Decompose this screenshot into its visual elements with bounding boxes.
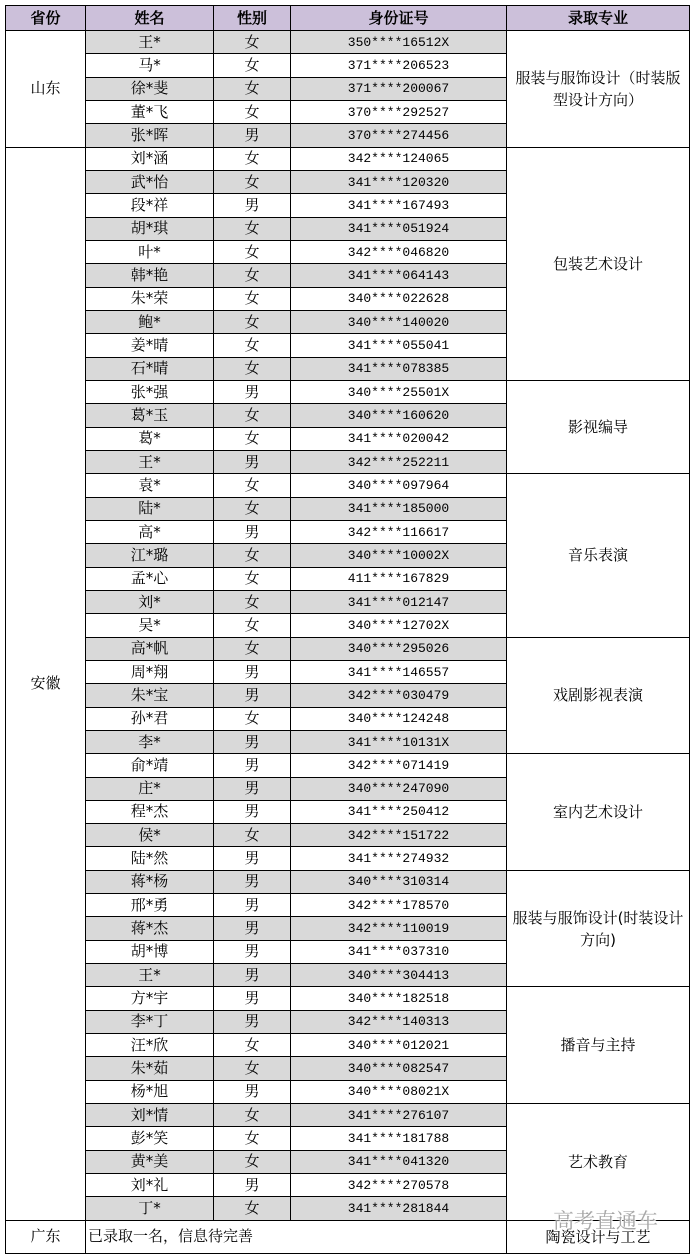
table-row xyxy=(6,31,690,54)
student-name-cell: 段*祥 xyxy=(86,194,214,217)
student-name-cell: 马* xyxy=(86,54,214,77)
id-number-cell: 342****178570 xyxy=(291,894,507,917)
id-number-cell: 340****247090 xyxy=(291,777,507,800)
id-number-cell: 340****140020 xyxy=(291,310,507,333)
student-name-cell: 姜*晴 xyxy=(86,334,214,357)
gender-cell: 男 xyxy=(214,730,291,753)
id-number-cell: 340****304413 xyxy=(291,964,507,987)
id-number-cell: 342****124065 xyxy=(291,147,507,170)
id-number-cell: 350****16512X xyxy=(291,31,507,54)
student-name-cell: 王* xyxy=(86,964,214,987)
student-name-cell: 高* xyxy=(86,520,214,543)
student-name-cell: 石*晴 xyxy=(86,357,214,380)
gender-cell: 女 xyxy=(214,1057,291,1080)
id-number-cell: 341****281844 xyxy=(291,1197,507,1220)
major-cell: 服装与服饰设计（时装版型设计方向） xyxy=(507,31,690,148)
gender-cell: 男 xyxy=(214,940,291,963)
gender-cell: 女 xyxy=(214,544,291,567)
student-name-cell: 孙*君 xyxy=(86,707,214,730)
student-name-cell: 袁* xyxy=(86,474,214,497)
id-number-cell: 411****167829 xyxy=(291,567,507,590)
id-number-cell: 341****064143 xyxy=(291,264,507,287)
id-number-cell: 341****274932 xyxy=(291,847,507,870)
student-name-cell: 高*帆 xyxy=(86,637,214,660)
id-number-cell: 342****046820 xyxy=(291,240,507,263)
gender-cell: 男 xyxy=(214,754,291,777)
id-number-cell: 340****08021X xyxy=(291,1080,507,1103)
id-number-cell: 340****012021 xyxy=(291,1034,507,1057)
table-row-guangdong xyxy=(6,1220,690,1253)
id-number-cell: 340****124248 xyxy=(291,707,507,730)
gender-cell: 男 xyxy=(214,964,291,987)
student-name-cell: 张*晖 xyxy=(86,124,214,147)
student-name-cell: 叶* xyxy=(86,240,214,263)
watermark-text: 高考直通车 xyxy=(553,1209,658,1233)
student-name-cell: 刘* xyxy=(86,590,214,613)
gender-cell: 男 xyxy=(214,1010,291,1033)
gender-cell: 女 xyxy=(214,147,291,170)
id-number-cell: 341****020042 xyxy=(291,427,507,450)
student-name-cell: 刘*礼 xyxy=(86,1174,214,1197)
gender-cell: 女 xyxy=(214,404,291,427)
id-number-cell: 340****25501X xyxy=(291,380,507,403)
student-name-cell: 朱*荣 xyxy=(86,287,214,310)
gender-cell: 女 xyxy=(214,100,291,123)
major-cell: 音乐表演 xyxy=(507,474,690,637)
gender-cell: 男 xyxy=(214,894,291,917)
table-row xyxy=(6,754,690,777)
gender-cell: 女 xyxy=(214,1197,291,1220)
student-name-cell: 鲍* xyxy=(86,310,214,333)
gender-cell: 男 xyxy=(214,194,291,217)
gender-cell: 男 xyxy=(214,917,291,940)
table-row xyxy=(6,870,690,893)
gender-cell: 男 xyxy=(214,450,291,473)
gender-cell: 女 xyxy=(214,357,291,380)
student-name-cell: 刘*情 xyxy=(86,1104,214,1127)
student-name-cell: 陆* xyxy=(86,497,214,520)
gender-cell: 女 xyxy=(214,824,291,847)
gender-cell: 女 xyxy=(214,1104,291,1127)
gender-cell: 女 xyxy=(214,427,291,450)
student-name-cell: 丁* xyxy=(86,1197,214,1220)
student-name-cell: 胡*琪 xyxy=(86,217,214,240)
student-name-cell: 侯* xyxy=(86,824,214,847)
student-name-cell: 黄*美 xyxy=(86,1150,214,1173)
id-number-cell: 341****051924 xyxy=(291,217,507,240)
gender-cell: 女 xyxy=(214,264,291,287)
student-name-cell: 蒋*杨 xyxy=(86,870,214,893)
id-number-cell: 342****116617 xyxy=(291,520,507,543)
gender-cell: 女 xyxy=(214,217,291,240)
gender-cell: 男 xyxy=(214,1174,291,1197)
student-name-cell: 彭*笑 xyxy=(86,1127,214,1150)
gender-cell: 男 xyxy=(214,124,291,147)
student-name-cell: 蒋*杰 xyxy=(86,917,214,940)
gender-cell: 男 xyxy=(214,870,291,893)
student-name-cell: 董*飞 xyxy=(86,100,214,123)
gender-cell: 男 xyxy=(214,800,291,823)
id-number-cell: 342****140313 xyxy=(291,1010,507,1033)
header-row xyxy=(6,6,690,31)
id-number-cell: 340****022628 xyxy=(291,287,507,310)
gender-cell: 女 xyxy=(214,310,291,333)
gender-cell: 男 xyxy=(214,380,291,403)
table-row xyxy=(6,1104,690,1127)
table-row xyxy=(6,380,690,403)
id-number-cell: 341****037310 xyxy=(291,940,507,963)
major-cell: 服装与服饰设计(时装设计方向) xyxy=(507,870,690,987)
major-cell: 播音与主持 xyxy=(507,987,690,1104)
gender-cell: 男 xyxy=(214,987,291,1010)
gender-cell: 男 xyxy=(214,847,291,870)
gender-cell: 女 xyxy=(214,77,291,100)
student-name-cell: 王* xyxy=(86,31,214,54)
id-number-cell: 341****012147 xyxy=(291,590,507,613)
table-row xyxy=(6,637,690,660)
student-name-cell: 江*璐 xyxy=(86,544,214,567)
id-number-cell: 340****10002X xyxy=(291,544,507,567)
table-row xyxy=(6,147,690,170)
admission-table xyxy=(5,5,690,1254)
student-name-cell: 方*宇 xyxy=(86,987,214,1010)
id-number-cell: 341****078385 xyxy=(291,357,507,380)
gender-cell: 女 xyxy=(214,474,291,497)
id-number-cell: 340****310314 xyxy=(291,870,507,893)
id-number-cell: 341****250412 xyxy=(291,800,507,823)
col-header-id-number: 身份证号 xyxy=(291,6,507,31)
student-name-cell: 徐*斐 xyxy=(86,77,214,100)
gender-cell: 女 xyxy=(214,567,291,590)
id-number-cell: 340****12702X xyxy=(291,614,507,637)
gender-cell: 女 xyxy=(214,1150,291,1173)
province-cell: 安徽 xyxy=(6,147,86,1220)
student-name-cell: 邢*勇 xyxy=(86,894,214,917)
id-number-cell: 341****276107 xyxy=(291,1104,507,1127)
id-number-cell: 342****270578 xyxy=(291,1174,507,1197)
gender-cell: 女 xyxy=(214,240,291,263)
table-row xyxy=(6,987,690,1010)
major-cell: 包装艺术设计 xyxy=(507,147,690,380)
student-name-cell: 武*怡 xyxy=(86,170,214,193)
id-number-cell: 340****160620 xyxy=(291,404,507,427)
student-name-cell: 朱*茹 xyxy=(86,1057,214,1080)
col-header-name: 姓名 xyxy=(86,6,214,31)
id-number-cell: 342****110019 xyxy=(291,917,507,940)
gender-cell: 男 xyxy=(214,777,291,800)
id-number-cell: 340****295026 xyxy=(291,637,507,660)
student-name-cell: 汪*欣 xyxy=(86,1034,214,1057)
id-number-cell: 341****055041 xyxy=(291,334,507,357)
id-number-cell: 370****274456 xyxy=(291,124,507,147)
col-header-gender: 性别 xyxy=(214,6,291,31)
student-name-cell: 俞*靖 xyxy=(86,754,214,777)
student-name-cell: 李*丁 xyxy=(86,1010,214,1033)
student-name-cell: 陆*然 xyxy=(86,847,214,870)
gender-cell: 女 xyxy=(214,31,291,54)
id-number-cell: 341****10131X xyxy=(291,730,507,753)
id-number-cell: 340****097964 xyxy=(291,474,507,497)
id-number-cell: 341****120320 xyxy=(291,170,507,193)
id-number-cell: 342****151722 xyxy=(291,824,507,847)
id-number-cell: 342****030479 xyxy=(291,684,507,707)
gender-cell: 男 xyxy=(214,660,291,683)
col-header-province: 省份 xyxy=(6,6,86,31)
id-number-cell: 341****146557 xyxy=(291,660,507,683)
id-number-cell: 341****167493 xyxy=(291,194,507,217)
student-name-cell: 韩*艳 xyxy=(86,264,214,287)
id-number-cell: 340****082547 xyxy=(291,1057,507,1080)
province-cell: 广东 xyxy=(6,1220,86,1253)
major-cell: 戏剧影视表演 xyxy=(507,637,690,754)
student-name-cell: 朱*宝 xyxy=(86,684,214,707)
major-cell: 艺术教育 xyxy=(507,1104,690,1221)
col-header-major: 录取专业 xyxy=(507,6,690,31)
gender-cell: 女 xyxy=(214,170,291,193)
gender-cell: 女 xyxy=(214,497,291,520)
id-number-cell: 342****071419 xyxy=(291,754,507,777)
student-name-cell: 庄* xyxy=(86,777,214,800)
gender-cell: 女 xyxy=(214,334,291,357)
gender-cell: 女 xyxy=(214,287,291,310)
major-cell: 室内艺术设计 xyxy=(507,754,690,871)
student-name-cell: 程*杰 xyxy=(86,800,214,823)
id-number-cell: 371****206523 xyxy=(291,54,507,77)
id-number-cell: 371****200067 xyxy=(291,77,507,100)
gender-cell: 女 xyxy=(214,54,291,77)
id-number-cell: 341****185000 xyxy=(291,497,507,520)
student-name-cell: 张*强 xyxy=(86,380,214,403)
province-cell: 山东 xyxy=(6,31,86,148)
gender-cell: 男 xyxy=(214,684,291,707)
table-row xyxy=(6,474,690,497)
id-number-cell: 340****182518 xyxy=(291,987,507,1010)
gender-cell: 男 xyxy=(214,1080,291,1103)
student-name-cell: 孟*心 xyxy=(86,567,214,590)
student-name-cell: 葛*玉 xyxy=(86,404,214,427)
major-cell: 影视编导 xyxy=(507,380,690,473)
student-name-cell: 王* xyxy=(86,450,214,473)
student-name-cell: 刘*涵 xyxy=(86,147,214,170)
gender-cell: 男 xyxy=(214,520,291,543)
pending-info-note: 已录取一名，信息待完善 xyxy=(86,1220,507,1253)
gender-cell: 女 xyxy=(214,1127,291,1150)
student-name-cell: 胡*博 xyxy=(86,940,214,963)
gender-cell: 女 xyxy=(214,637,291,660)
id-number-cell: 342****252211 xyxy=(291,450,507,473)
major-cell: 陶瓷设计与工艺 xyxy=(507,1220,690,1253)
gender-cell: 女 xyxy=(214,707,291,730)
student-name-cell: 周*翔 xyxy=(86,660,214,683)
id-number-cell: 370****292527 xyxy=(291,100,507,123)
id-number-cell: 341****041320 xyxy=(291,1150,507,1173)
gender-cell: 女 xyxy=(214,614,291,637)
gender-cell: 女 xyxy=(214,1034,291,1057)
id-number-cell: 341****181788 xyxy=(291,1127,507,1150)
student-name-cell: 杨*旭 xyxy=(86,1080,214,1103)
student-name-cell: 葛* xyxy=(86,427,214,450)
student-name-cell: 李* xyxy=(86,730,214,753)
gender-cell: 女 xyxy=(214,590,291,613)
student-name-cell: 吴* xyxy=(86,614,214,637)
